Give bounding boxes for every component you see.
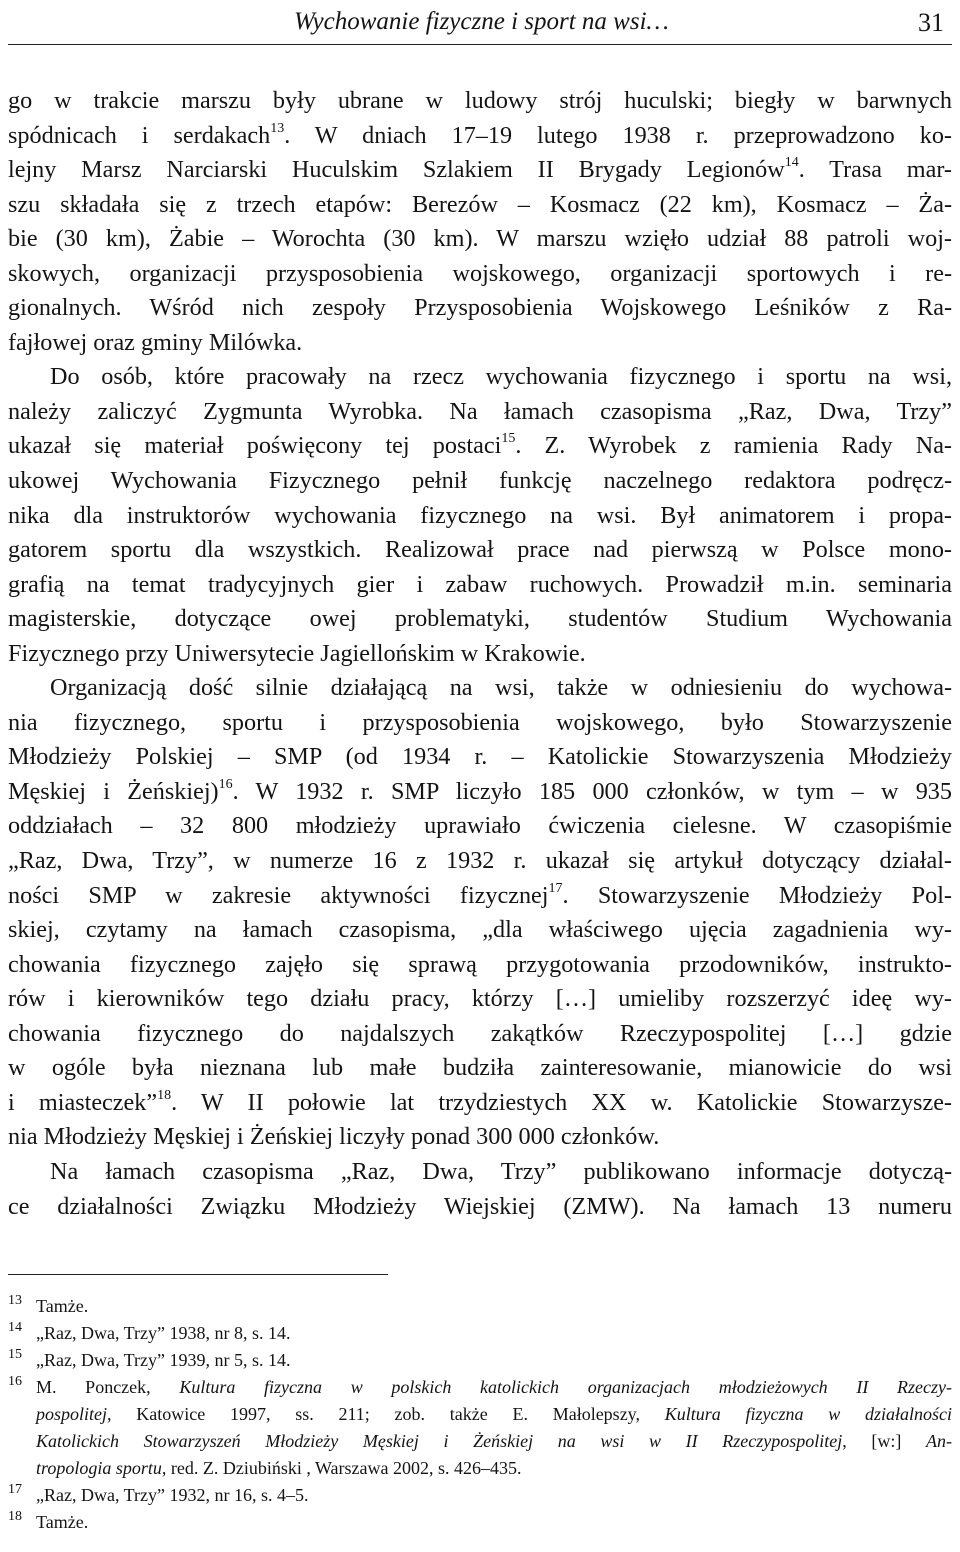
footnote-text: „Raz, Dwa, Trzy” 1932, nr 16, s. 4–5. bbox=[36, 1485, 309, 1505]
text-line: należy zaliczyć Zygmunta Wyrobka. Na łamach czasopisma „Raz, Dwa, Trzy” bbox=[8, 397, 952, 425]
footnote-number: 13 bbox=[8, 1293, 22, 1308]
text-line: ności SMP w zakresie aktywności fizycznej$^{17}$. Stowarzyszenie Młodzieży Pol- bbox=[8, 880, 952, 909]
text-line: ukowej Wychowania Fizycznego pełnił funkcję naczelnego redaktora podręcz- bbox=[8, 467, 952, 495]
footnote-number: 14 bbox=[8, 1320, 22, 1335]
footnote-ref[interactable]: 18 bbox=[157, 1087, 172, 1103]
text-line: chowania fizycznego do najdalszych zakątków Rzeczypospolitej […] gdzie bbox=[8, 1019, 952, 1047]
text-line: nia Młodzieży Męskiej i Żeńskiej liczyły ponad 300 000 członków. bbox=[8, 1123, 660, 1151]
footnote-text: pospolitej, Katowice 1997, ss. 211; zob. także E. Małolepszy, Kultura fizyczna w działalności bbox=[36, 1404, 953, 1424]
footnote bbox=[8, 1347, 952, 1374]
text-line: Fizycznego przy Uniwersytecie Jagiellońskim w Krakowie. bbox=[8, 639, 586, 667]
footnote bbox=[8, 1482, 952, 1509]
running-header bbox=[8, 6, 952, 45]
text-line: Młodzieży Polskiej – SMP (od 1934 r. – Katolickie Stowarzyszenia Młodzieży bbox=[8, 743, 952, 771]
footnote-separator bbox=[8, 1274, 388, 1275]
footnote-ref[interactable]: 16 bbox=[218, 776, 233, 792]
page-number: 31 bbox=[918, 8, 944, 37]
footnote-ref[interactable]: 14 bbox=[784, 155, 799, 171]
footnote-number: 17 bbox=[8, 1482, 22, 1497]
text-line: magisterskie, dotyczące owej problematyki, studentów Studium Wychowania bbox=[8, 605, 952, 633]
footnote-text: „Raz, Dwa, Trzy” 1939, nr 5, s. 14. bbox=[36, 1350, 291, 1370]
footnote bbox=[8, 1293, 952, 1320]
footnote-number: 18 bbox=[8, 1509, 22, 1524]
text-line: chowania fizycznego zajęło się sprawą przygotowania przodowników, instrukto- bbox=[8, 950, 952, 978]
text-line: oddziałach – 32 800 młodzieży uprawiało ćwiczenia cielesne. W czasopiśmie bbox=[8, 812, 952, 840]
footnote-text: Katolickich Stowarzyszeń Młodzieży Męskiej i Żeńskiej na wsi w II Rzeczypospolitej, [w:] An- bbox=[36, 1431, 952, 1451]
footnote-ref[interactable]: 17 bbox=[548, 880, 563, 896]
footnote-text: tropologia sportu, red. Z. Dziubiński , Warszawa 2002, s. 426–435. bbox=[36, 1458, 522, 1478]
text-line: Organizacją dość silnie działającą na wsi, także w odniesieniu do wychowa- bbox=[50, 674, 952, 702]
text-line: i miasteczek”$^{18}$. W II połowie lat trzydziestych XX w. Katolickie Stowarzysze- bbox=[8, 1087, 952, 1116]
footnote-ref[interactable]: 15 bbox=[501, 431, 516, 447]
footnote bbox=[8, 1374, 952, 1482]
footnote-text: Tamże. bbox=[36, 1296, 89, 1316]
main-text bbox=[8, 84, 952, 1224]
text-line: skiej, czytamy na łamach czasopisma, „dla właściwego ujęcia zagadnienia wy- bbox=[8, 916, 952, 944]
text-line: skowych, organizacji przysposobienia wojskowego, organizacji sportowych i re- bbox=[8, 259, 952, 287]
text-line: Męskiej i Żeńskiej)$^{16}$. W 1932 r. SMP liczyło 185 000 członków, w tym – w 935 bbox=[8, 776, 952, 805]
footnote bbox=[8, 1320, 952, 1347]
footnote-text: M. Ponczek, Kultura fizyczna w polskich katolickich organizacjach młodzieżowych II Rzeczy- bbox=[36, 1377, 952, 1397]
footnotes bbox=[8, 1293, 952, 1536]
footnote-number: 15 bbox=[8, 1347, 22, 1362]
footnote bbox=[8, 1509, 952, 1536]
text-line: szu składała się z trzech etapów: Berezów – Kosmacz (22 km), Kosmacz – Ża- bbox=[8, 190, 952, 218]
footnote-ref[interactable]: 13 bbox=[270, 120, 285, 136]
running-title: Wychowanie fizyczne i sport na wsi… bbox=[294, 8, 669, 35]
text-line: gatorem sportu dla wszystkich. Realizował prace nad pierwszą w Polsce mono- bbox=[8, 536, 952, 564]
text-line: spódnicach i serdakach$^{13}$. W dniach 17–19 lutego 1938 r. przeprowadzono ko- bbox=[8, 120, 952, 149]
text-line: ce działalności Związku Młodzieży Wiejskiej (ZMW). Na łamach 13 numeru bbox=[8, 1192, 952, 1220]
text-line: gionalnych. Wśród nich zespoły Przysposobienia Wojskowego Leśników z Ra- bbox=[8, 294, 952, 322]
text-line: nika dla instruktorów wychowania fizycznego na wsi. Był animatorem i propa- bbox=[8, 501, 952, 529]
footnote-text: „Raz, Dwa, Trzy” 1938, nr 8, s. 14. bbox=[36, 1323, 291, 1343]
text-line: rów i kierowników tego działu pracy, którzy […] umieliby rozszerzyć ideę wy- bbox=[8, 985, 952, 1013]
text-line: ukazał się materiał poświęcony tej postaci$^{15}$. Z. Wyrobek z ramienia Rady Na- bbox=[8, 431, 952, 460]
text-line: w ogóle była nieznana lub małe budziła zainteresowanie, mianowicie do wsi bbox=[8, 1054, 952, 1082]
footnote-number: 16 bbox=[8, 1374, 22, 1389]
text-line: fajłowej oraz gminy Milówka. bbox=[8, 328, 303, 356]
footnote-text: Tamże. bbox=[36, 1512, 89, 1532]
text-line: nia fizycznego, sportu i przysposobienia wojskowego, było Stowarzyszenie bbox=[8, 708, 952, 736]
text-line: grafią na temat tradycyjnych gier i zabaw ruchowych. Prowadził m.in. seminaria bbox=[8, 570, 952, 598]
text-line: Do osób, które pracowały na rzecz wychowania fizycznego i sportu na wsi, bbox=[50, 363, 952, 391]
text-line: Na łamach czasopisma „Raz, Dwa, Trzy” publikowano informacje dotyczą- bbox=[50, 1157, 952, 1185]
text-line: lejny Marsz Narciarski Huculskim Szlakiem II Brygady Legionów$^{14}$. Trasa mar- bbox=[8, 155, 952, 184]
text-line: go w trakcie marszu były ubrane w ludowy strój huculski; biegły w barwnych bbox=[8, 87, 952, 114]
text-line: „Raz, Dwa, Trzy”, w numerze 16 z 1932 r. ukazał się artykuł dotyczący działal- bbox=[8, 847, 952, 875]
text-line: bie (30 km), Żabie – Worochta (30 km). W marszu wzięło udział 88 patroli woj- bbox=[8, 225, 952, 253]
